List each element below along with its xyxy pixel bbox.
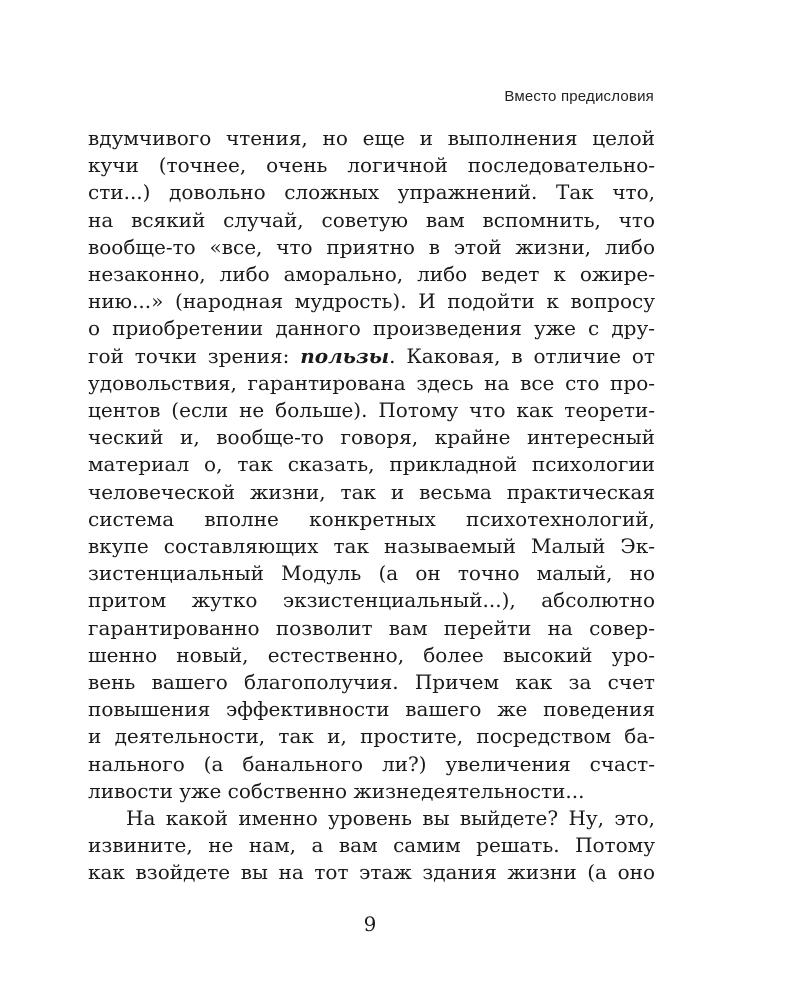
text-line: нального (а банального ли?) увеличения счаст- [88, 751, 655, 776]
text-line: притом жутко экзистенциальный...), абсолютно [88, 588, 655, 613]
text-line: человеческой жизни, так и весьма практическая [88, 479, 655, 504]
page-number: 9 [363, 912, 377, 936]
text-line: незаконно, либо аморально, либо ведет к ожире- [88, 262, 655, 287]
text-line: шенно новый, естественно, более высокий уро- [88, 642, 655, 667]
text-line: вень вашего благополучия. Причем как за счет [88, 670, 655, 695]
paragraph-1 [88, 125, 655, 805]
text-line: центов (если не больше). Потому что как теорети- [88, 398, 655, 423]
text-line: ческий и, вообще-то говоря, крайне интересный [88, 425, 655, 450]
text-line: система вполне конкретных психотехнологий, [88, 506, 655, 531]
text-line: зистенциальный Модуль (а он точно малый, но [88, 561, 655, 586]
text-line: повышения эффективности вашего же поведения [88, 697, 655, 722]
emphasized-word: пользы [300, 343, 390, 368]
text-line: удовольствия, гарантирована здесь на все сто про- [88, 370, 655, 395]
text-line: вкупе составляющих так называемый Малый Эк- [88, 534, 655, 559]
text-line-with-emphasis [88, 343, 655, 370]
text-line: и деятельности, так и, простите, посредством ба- [88, 724, 655, 749]
text-line: вдумчивого чтения, но еще и выполнения целой [88, 126, 655, 150]
paragraph-2 [88, 805, 655, 887]
running-header: Вместо предисловия [504, 88, 654, 105]
text-line: гарантированно позволит вам перейти на совер- [88, 615, 655, 640]
text-line: кучи (точнее, очень логичной последовательно- [88, 153, 655, 178]
text-line: вообще-то «все, что приятно в этой жизни, либо [88, 234, 655, 259]
text-line: нию...» (народная мудрость). И подойти к вопросу [88, 289, 655, 314]
text-line: На какой именно уровень вы выйдете? Ну, это, [126, 806, 655, 831]
text-line: на всякий случай, советую вам вспомнить, что [88, 207, 655, 232]
text-line: извините, не нам, а вам самим решать. Потому [88, 833, 655, 858]
text-fragment: гой точки зрения: [88, 343, 301, 368]
text-line: материал о, так сказать, прикладной психологии [88, 452, 655, 477]
body-text [88, 125, 655, 887]
text-line: как взойдете вы на тот этаж здания жизни (а оно [88, 860, 655, 885]
text-line: ливости уже собственно жизнедеятельности... [88, 778, 585, 803]
text-line: о приобретении данного произведения уже с дру- [88, 316, 655, 341]
text-fragment: . Каковая, в отличие от [389, 343, 655, 368]
text-line: сти...) довольно сложных упражнений. Так что, [88, 180, 655, 205]
